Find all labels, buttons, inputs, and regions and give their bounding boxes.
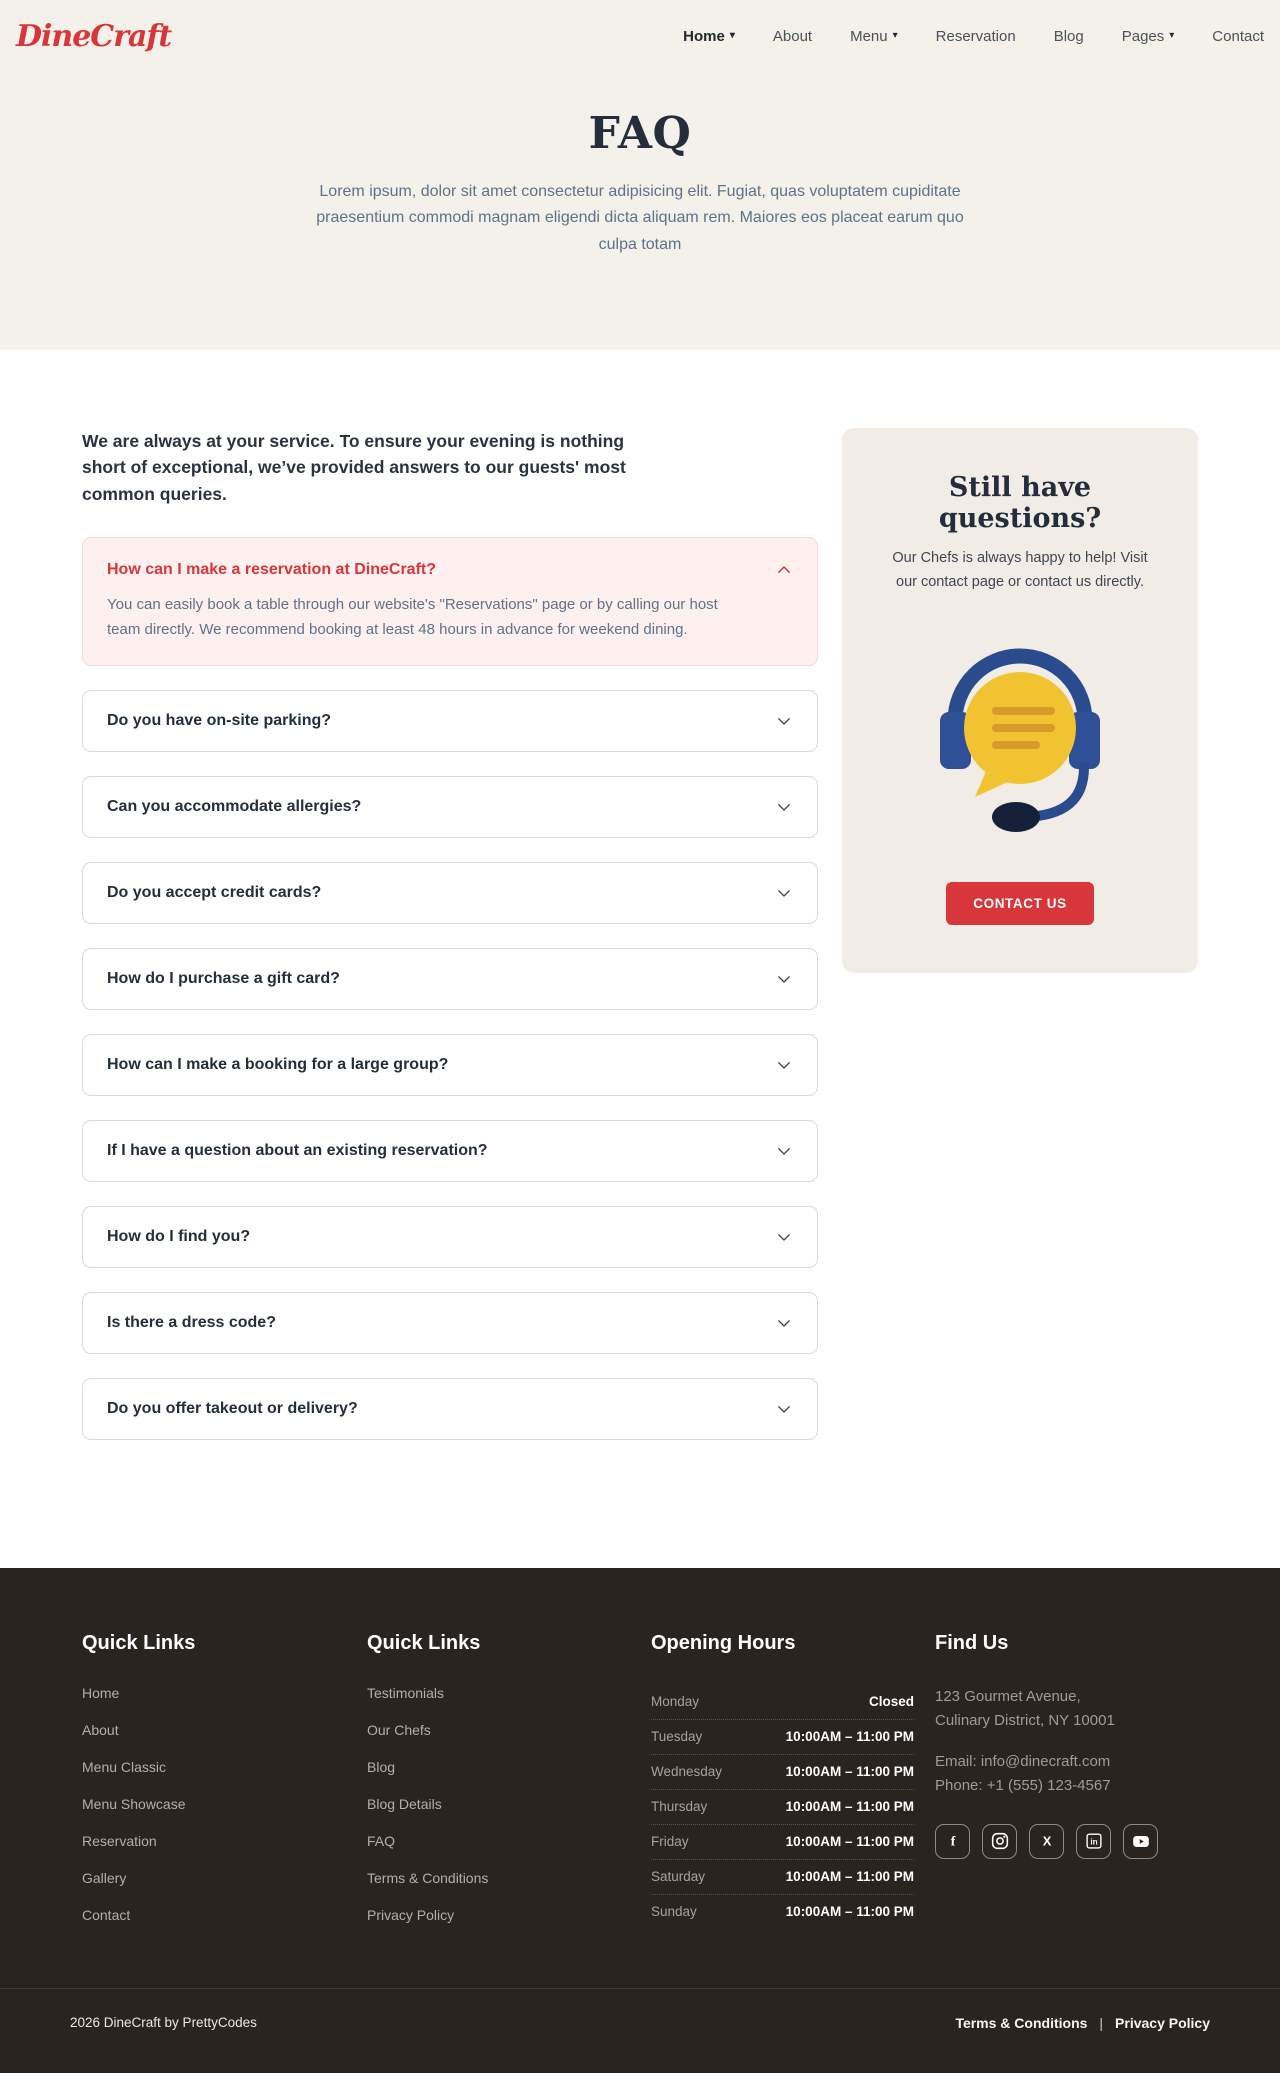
faq-item-expanded[interactable] bbox=[82, 537, 818, 666]
nav-item-pages[interactable] bbox=[1122, 28, 1175, 45]
footer-quick-links-2 bbox=[367, 1632, 651, 1944]
footer-opening-hours bbox=[651, 1632, 935, 1944]
phone-text[interactable]: Phone: +1 (555) 123-4567 bbox=[935, 1776, 1111, 1794]
caret-down-icon: ▾ bbox=[729, 30, 735, 41]
svg-text:X: X bbox=[1042, 1834, 1051, 1850]
nav-item-about[interactable] bbox=[773, 28, 812, 45]
hours-day: Friday bbox=[651, 1833, 689, 1849]
footer-find-us bbox=[935, 1632, 1198, 1944]
hours-day: Monday bbox=[651, 1693, 700, 1709]
linkedin-icon[interactable] bbox=[1076, 1824, 1111, 1859]
faq-column bbox=[82, 428, 818, 1464]
faq-item[interactable] bbox=[82, 690, 818, 752]
chevron-down-icon[interactable] bbox=[775, 798, 793, 816]
nav-label: Blog bbox=[1053, 27, 1084, 45]
chevron-down-icon[interactable] bbox=[775, 1056, 793, 1074]
footer-link-home[interactable]: Home bbox=[82, 1684, 120, 1701]
nav-item-reservation[interactable] bbox=[936, 28, 1016, 45]
caret-down-icon: ▾ bbox=[892, 30, 898, 41]
faq-question: Do you offer takeout or delivery? bbox=[107, 1399, 358, 1417]
nav-item-blog[interactable] bbox=[1054, 28, 1084, 45]
hours-time: 10:00AM – 11:00 PM bbox=[785, 1798, 914, 1814]
footer-link-contact[interactable]: Contact bbox=[82, 1906, 131, 1923]
footer-link-faq[interactable]: FAQ bbox=[367, 1832, 396, 1849]
footer-link-about[interactable]: About bbox=[82, 1721, 119, 1738]
footer-column-title: Opening Hours bbox=[651, 1631, 796, 1654]
nav-label: Reservation bbox=[935, 27, 1016, 45]
chevron-down-icon[interactable] bbox=[775, 884, 793, 902]
chevron-down-icon[interactable] bbox=[775, 712, 793, 730]
nav-label: About bbox=[772, 27, 813, 45]
hours-row bbox=[651, 1860, 914, 1895]
chevron-down-icon[interactable] bbox=[775, 970, 793, 988]
hero-subtitle: Lorem ipsum, dolor sit amet consectetur adipisicing elit. Fugiat, quas voluptatem cupiditate praesentium commodi magnam eligendi dicta aliquam rem. Maiores eos placeat earum quo culpa totam bbox=[316, 183, 964, 253]
contact-details bbox=[935, 1750, 1198, 1798]
hours-day: Sunday bbox=[651, 1903, 697, 1919]
nav-label: Pages bbox=[1121, 27, 1165, 45]
email-text[interactable]: Email: info@dinecraft.com bbox=[935, 1752, 1111, 1770]
caret-down-icon: ▾ bbox=[1169, 30, 1175, 41]
footer-link-reservation[interactable]: Reservation bbox=[82, 1832, 157, 1849]
youtube-icon[interactable] bbox=[1123, 1824, 1158, 1859]
bottom-link-terms[interactable]: Terms & Conditions bbox=[955, 2014, 1088, 2031]
contact-us-button[interactable]: CONTACT US bbox=[946, 882, 1094, 925]
bottom-link-privacy[interactable]: Privacy Policy bbox=[1115, 2014, 1210, 2031]
separator: | bbox=[1099, 2014, 1104, 2031]
footer-link-menu-classic[interactable]: Menu Classic bbox=[82, 1758, 167, 1775]
help-card-text: Our Chefs is always happy to help! Visit our contact page or contact us directly. bbox=[892, 550, 1148, 591]
hours-row bbox=[651, 1825, 914, 1860]
footer-link-blog-details[interactable]: Blog Details bbox=[367, 1795, 442, 1812]
hours-day: Tuesday bbox=[651, 1728, 703, 1744]
faq-question: How do I purchase a gift card? bbox=[107, 969, 340, 987]
site-header bbox=[0, 0, 1280, 72]
faq-question: Do you have on-site parking? bbox=[107, 711, 332, 729]
footer-link-terms[interactable]: Terms & Conditions bbox=[367, 1869, 489, 1886]
hours-row bbox=[651, 1895, 914, 1929]
faq-item[interactable] bbox=[82, 1292, 818, 1354]
footer-column-title: Quick Links bbox=[367, 1631, 481, 1654]
faq-question: How can I make a reservation at DineCraft? bbox=[107, 560, 436, 578]
footer-link-our-chefs[interactable]: Our Chefs bbox=[367, 1721, 431, 1738]
faq-question: How do I find you? bbox=[107, 1227, 251, 1245]
hours-time: 10:00AM – 11:00 PM bbox=[785, 1903, 914, 1919]
faq-item[interactable] bbox=[82, 862, 818, 924]
address-line-1: 123 Gourmet Avenue, bbox=[935, 1687, 1081, 1705]
hours-time: Closed bbox=[868, 1693, 914, 1709]
logo[interactable]: DineCraft bbox=[16, 18, 172, 54]
social-links bbox=[935, 1824, 1198, 1859]
faq-answer: You can easily book a table through our website's "Reservations" page or by calling our host team directly. We recommend booking at least 48 hours in advance for weekend dining. bbox=[107, 595, 718, 639]
svg-text:f: f bbox=[950, 1834, 955, 1850]
chevron-down-icon[interactable] bbox=[775, 1400, 793, 1418]
faq-question: Can you accommodate allergies? bbox=[107, 797, 362, 815]
chevron-down-icon[interactable] bbox=[775, 1314, 793, 1332]
footer-link-blog[interactable]: Blog bbox=[367, 1758, 396, 1775]
address bbox=[935, 1685, 1198, 1733]
hours-time: 10:00AM – 11:00 PM bbox=[785, 1728, 914, 1744]
faq-item[interactable] bbox=[82, 776, 818, 838]
hours-time: 10:00AM – 11:00 PM bbox=[785, 1763, 914, 1779]
footer-link-menu-showcase[interactable]: Menu Showcase bbox=[82, 1795, 186, 1812]
faq-item[interactable] bbox=[82, 1034, 818, 1096]
chevron-down-icon[interactable] bbox=[775, 1228, 793, 1246]
svg-text:in: in bbox=[1089, 1838, 1098, 1848]
footer-column-title: Quick Links bbox=[82, 1631, 196, 1654]
nav-label: Menu bbox=[850, 27, 888, 45]
hours-row bbox=[651, 1755, 914, 1790]
footer-bottom-bar bbox=[0, 1988, 1280, 2073]
faq-item[interactable] bbox=[82, 948, 818, 1010]
footer-link-testimonials[interactable]: Testimonials bbox=[367, 1684, 445, 1701]
hero-section bbox=[0, 72, 1280, 350]
faq-item[interactable] bbox=[82, 1206, 818, 1268]
site-footer bbox=[0, 1568, 1280, 2073]
hours-day: Thursday bbox=[651, 1798, 708, 1814]
still-have-questions-card bbox=[842, 428, 1198, 973]
instagram-icon[interactable] bbox=[982, 1824, 1017, 1859]
headset-speech-bubble-illustration bbox=[915, 621, 1125, 848]
faq-question: How can I make a booking for a large group? bbox=[107, 1055, 449, 1073]
nav-label: Home bbox=[683, 27, 725, 45]
hours-row bbox=[651, 1790, 914, 1825]
nav-item-contact[interactable] bbox=[1212, 28, 1264, 45]
x-twitter-icon[interactable] bbox=[1029, 1824, 1064, 1859]
address-line-2: Culinary District, NY 10001 bbox=[935, 1711, 1115, 1729]
page-title: FAQ bbox=[588, 108, 692, 159]
nav-label: Contact bbox=[1212, 27, 1264, 45]
hours-day: Wednesday bbox=[651, 1763, 723, 1779]
hours-row bbox=[651, 1720, 914, 1755]
faq-question: Do you accept credit cards? bbox=[107, 883, 322, 901]
faq-item[interactable] bbox=[82, 1120, 818, 1182]
footer-link-gallery[interactable]: Gallery bbox=[82, 1869, 127, 1886]
main-nav bbox=[683, 28, 1264, 45]
hours-time: 10:00AM – 11:00 PM bbox=[785, 1868, 914, 1884]
faq-main-section bbox=[0, 350, 1280, 1568]
chevron-up-icon[interactable] bbox=[775, 561, 793, 579]
footer-link-privacy[interactable]: Privacy Policy bbox=[367, 1906, 455, 1923]
faq-item[interactable] bbox=[82, 1378, 818, 1440]
intro-text: We are always at your service. To ensure your evening is nothing short of exceptional, we’ve provided answers to our guests' most common queries. bbox=[82, 431, 626, 504]
faq-question: Is there a dress code? bbox=[107, 1313, 276, 1331]
hours-day: Saturday bbox=[651, 1868, 706, 1884]
hours-time: 10:00AM – 11:00 PM bbox=[785, 1833, 914, 1849]
opening-hours-table bbox=[651, 1685, 914, 1929]
chevron-down-icon[interactable] bbox=[775, 1142, 793, 1160]
hours-row bbox=[651, 1685, 914, 1720]
nav-item-menu[interactable] bbox=[850, 28, 898, 45]
faq-question: If I have a question about an existing reservation? bbox=[107, 1141, 488, 1159]
nav-item-home[interactable] bbox=[683, 28, 735, 45]
footer-column-title: Find Us bbox=[935, 1631, 1009, 1654]
copyright-text: 2026 DineCraft by PrettyCodes bbox=[70, 2015, 257, 2031]
facebook-icon[interactable] bbox=[935, 1824, 970, 1859]
help-card-title: Still have questions? bbox=[938, 472, 1102, 535]
footer-quick-links-1 bbox=[82, 1632, 367, 1944]
